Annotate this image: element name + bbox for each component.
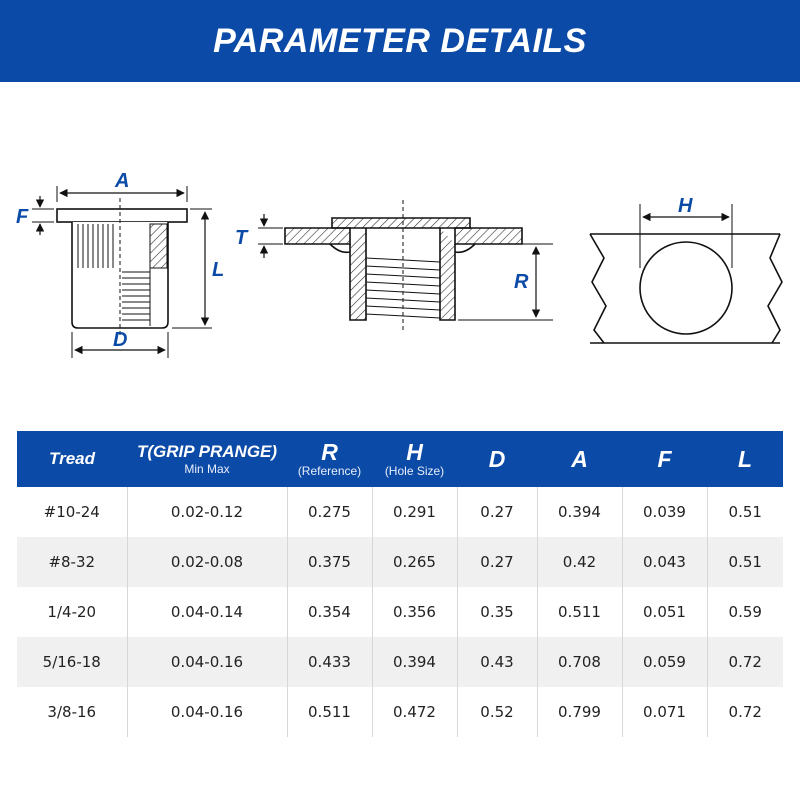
cell-h: 0.291 (372, 487, 457, 537)
cell-grip-range: 0.02-0.08 (127, 537, 287, 587)
parameter-table (17, 431, 783, 737)
column-header-tread: Tread (17, 431, 127, 487)
header-banner (0, 0, 800, 82)
cell-tread: #10-24 (17, 487, 127, 537)
column-header-l: L (707, 431, 783, 487)
cell-grip-range: 0.04-0.16 (127, 637, 287, 687)
cell-f: 0.043 (622, 537, 707, 587)
table-row (17, 687, 783, 737)
cell-tread: #8-32 (17, 537, 127, 587)
dimension-diagrams (0, 140, 800, 380)
column-header-f: F (622, 431, 707, 487)
cell-grip-range: 0.04-0.14 (127, 587, 287, 637)
cell-l: 0.72 (728, 703, 762, 721)
cell-r: 0.354 (287, 587, 372, 637)
dim-label-t: T (235, 227, 248, 249)
cell-r: 0.275 (287, 487, 372, 537)
cell-a: 0.708 (537, 637, 622, 687)
cell-l: 0.59 (728, 603, 762, 621)
cell-d: 0.43 (457, 637, 537, 687)
cell-f: 0.059 (622, 637, 707, 687)
dimension-diagram-svg (0, 140, 800, 380)
table-row (17, 537, 783, 587)
table-row (17, 487, 783, 537)
column-header-grip-range: T(GRIP PRANGE) Min Max (127, 431, 287, 487)
cell-tread: 3/8-16 (17, 687, 127, 737)
cell-a: 0.799 (537, 687, 622, 737)
cell-d: 0.27 (457, 487, 537, 537)
cell-a: 0.394 (537, 487, 622, 537)
hole-sheet-view (590, 204, 782, 343)
dim-label-l: L (212, 259, 225, 281)
cell-l: 0.51 (707, 537, 783, 587)
cell-h: 0.472 (372, 687, 457, 737)
cell-f: 0.071 (622, 687, 707, 737)
cell-h: 0.394 (372, 637, 457, 687)
cell-d: 0.35 (457, 587, 537, 637)
cell-grip-range: 0.02-0.12 (127, 487, 287, 537)
cell-d: 0.52 (457, 687, 537, 737)
cell-d: 0.27 (457, 537, 537, 587)
dim-label-h: H (678, 195, 693, 217)
cell-h: 0.265 (372, 537, 457, 587)
cell-f: 0.039 (622, 487, 707, 537)
cell-a: 0.511 (537, 587, 622, 637)
cell-r: 0.375 (287, 537, 372, 587)
column-header-d: D (457, 431, 537, 487)
dim-label-d: D (113, 329, 128, 351)
table-header-row (17, 431, 783, 487)
cell-tread: 5/16-18 (17, 637, 127, 687)
cell-f: 0.051 (622, 587, 707, 637)
cell-r: 0.511 (287, 687, 372, 737)
column-header-h: H (Hole Size) (372, 431, 457, 487)
cell-l: 0.72 (707, 637, 783, 687)
column-header-r: R (Reference) (287, 431, 372, 487)
dim-label-f: F (16, 206, 29, 228)
dim-label-r: R (514, 271, 529, 293)
dim-label-a: A (115, 170, 130, 192)
installed-cross-section (258, 200, 553, 330)
cell-h: 0.356 (372, 587, 457, 637)
cell-l: 0.51 (728, 503, 762, 521)
cell-r: 0.433 (287, 637, 372, 687)
page-title: PARAMETER DETAILS (213, 21, 587, 60)
cell-tread: 1/4-20 (17, 587, 127, 637)
cell-a: 0.42 (537, 537, 622, 587)
table-row (17, 587, 783, 637)
cell-grip-range: 0.04-0.16 (127, 687, 287, 737)
column-header-a: A (537, 431, 622, 487)
table-row (17, 637, 783, 687)
